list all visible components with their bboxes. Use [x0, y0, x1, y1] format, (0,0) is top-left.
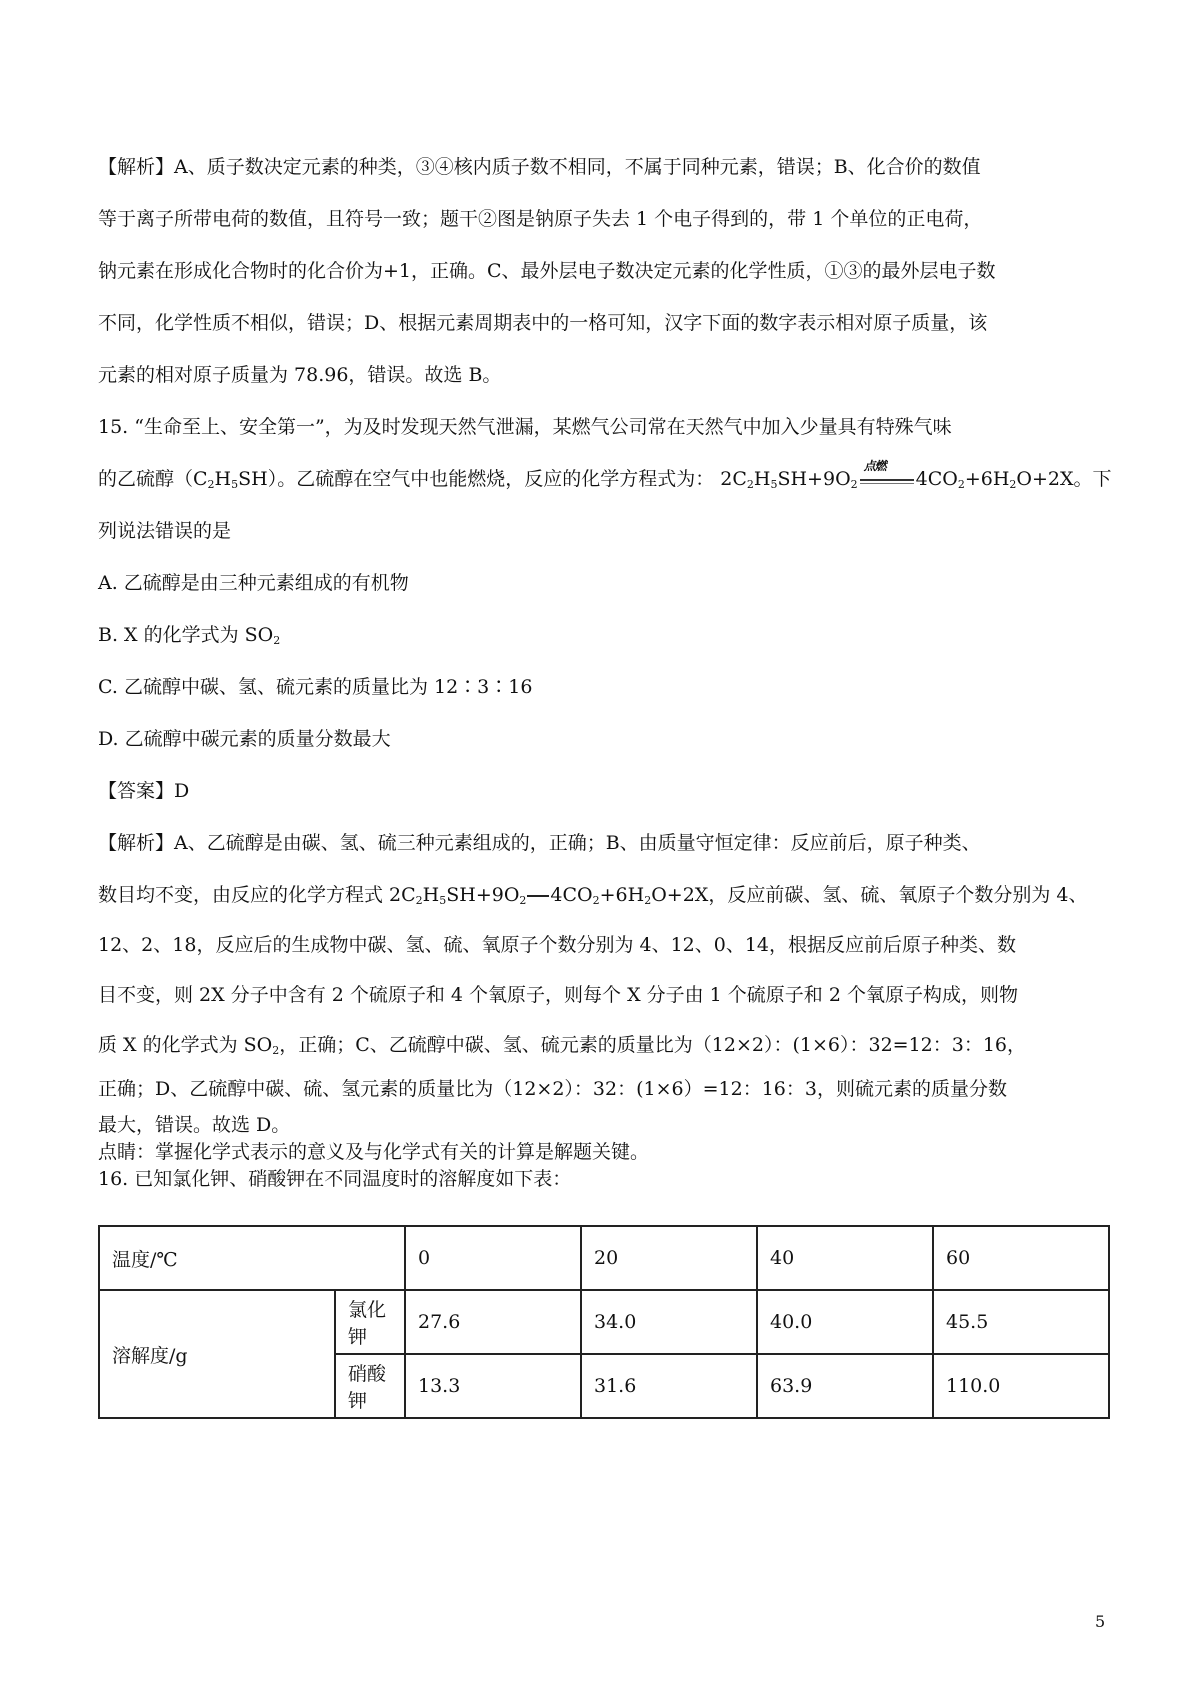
table-row-label: 硝酸钾: [335, 1354, 405, 1418]
q15-option-c: C. 乙硫醇中碳、氢、硫元素的质量比为 12∶3∶16: [98, 676, 533, 698]
table-cell: 40: [757, 1226, 933, 1290]
q15-analysis-line: 12、2、18，反应后的生成物中碳、氢、硫、氧原子个数分别为 4、12、0、14，根据反应前后原子种类、数: [98, 934, 1017, 956]
table-cell: 20: [581, 1226, 757, 1290]
table-header-solubility: 溶解度/g: [99, 1290, 335, 1418]
table-row: [99, 1226, 1109, 1290]
page-number: 5: [1095, 1612, 1106, 1631]
table-cell: 63.9: [757, 1354, 933, 1418]
q15-analysis-line: 最大，错误。故选 D。: [98, 1114, 291, 1136]
q15-stem-line2: 的乙硫醇$(C_2H_5SH)$。乙硫醇在空气中也能燃烧，反应的化学方程式为： $2C_2H_5SH+9O_2$ 点燃 $4CO_2+6H_2O+2X$。下: [98, 459, 1112, 491]
q15-analysis-line: 目不变，则 2X 分子中含有 2 个硫原子和 4 个氧原子，则每个 X 分子由 1 个硫原子和 2 个氧原子构成，则物: [98, 984, 1018, 1006]
table-cell: 40.0: [757, 1290, 933, 1354]
reaction-condition-arrow: 点燃: [860, 473, 914, 487]
table-cell: 60: [933, 1226, 1109, 1290]
table-cell: 31.6: [581, 1354, 757, 1418]
q15-analysis-line: 数目均不变，由反应的化学方程式 $2C_2H_5SH+9O_2$ $4CO_2+6H_2O+2X$，反应前碳、氢、硫、氧原子个数分别为 4、: [98, 884, 1088, 907]
equation-dash: [527, 895, 549, 897]
analysis-14-line: 不同，化学性质不相似，错误；D、根据元素周期表中的一格可知，汉字下面的数字表示相对原子质量，该: [98, 312, 988, 334]
table-cell: 0: [405, 1226, 581, 1290]
analysis-14-line: 钠元素在形成化合物时的化合价为+1，正确。C、最外层电子数决定元素的化学性质，①③的最外层电子数: [98, 260, 996, 282]
q15-tip: 点睛：掌握化学式表示的意义及与化学式有关的计算是解题关键。: [98, 1141, 650, 1163]
table-header-temp: 温度/℃: [99, 1226, 405, 1290]
table-cell: 13.3: [405, 1354, 581, 1418]
q15-stem-line1: 15. “生命至上、安全第一”，为及时发现天然气泄漏，某燃气公司常在天然气中加入少量具有特殊气味: [98, 416, 952, 438]
table-cell: 34.0: [581, 1290, 757, 1354]
q15-option-b: B. X 的化学式为 $SO_2$: [98, 624, 281, 647]
table-cell: 110.0: [933, 1354, 1109, 1418]
table-row-label: 氯化钾: [335, 1290, 405, 1354]
analysis-14-line: 等于离子所带电荷的数值，且符号一致；题干②图是钠原子失去 1 个电子得到的，带 1 个单位的正电荷，: [98, 208, 983, 230]
analysis-14-line: 元素的相对原子质量为 78.96，错误。故选 B。: [98, 364, 502, 386]
q15-analysis-line: 【解析】A、乙硫醇是由碳、氢、硫三种元素组成的，正确；B、由质量守恒定律：反应前后，原子种类、: [98, 832, 981, 854]
table-cell: 45.5: [933, 1290, 1109, 1354]
q15-stem-line3: 列说法错误的是: [98, 520, 232, 542]
q15-analysis-line: 正确；D、乙硫醇中碳、硫、氢元素的质量比为（12×2）：32：(1×6）=12：16：3，则硫元素的质量分数: [98, 1078, 1007, 1100]
table-row: [99, 1290, 1109, 1354]
q15-answer: 【答案】D: [98, 780, 190, 802]
q15-option-d: D. 乙硫醇中碳元素的质量分数最大: [98, 728, 391, 750]
analysis-14-line: 【解析】A、质子数决定元素的种类，③④核内质子数不相同，不属于同种元素，错误；B、化合价的数值: [98, 156, 981, 178]
q15-option-a: A. 乙硫醇是由三种元素组成的有机物: [98, 572, 409, 594]
q16-stem-text: 16. 已知氯化钾、硝酸钾在不同温度时的溶解度如下表：: [98, 1168, 572, 1190]
solubility-table: [98, 1225, 1110, 1419]
table-cell: 27.6: [405, 1290, 581, 1354]
q15-analysis-line: 质 X 的化学式为 $SO_2$，正确；C、乙硫醇中碳、氢、硫元素的质量比为（12×2）：(1×6）：32=12：3：16，: [98, 1034, 1027, 1057]
